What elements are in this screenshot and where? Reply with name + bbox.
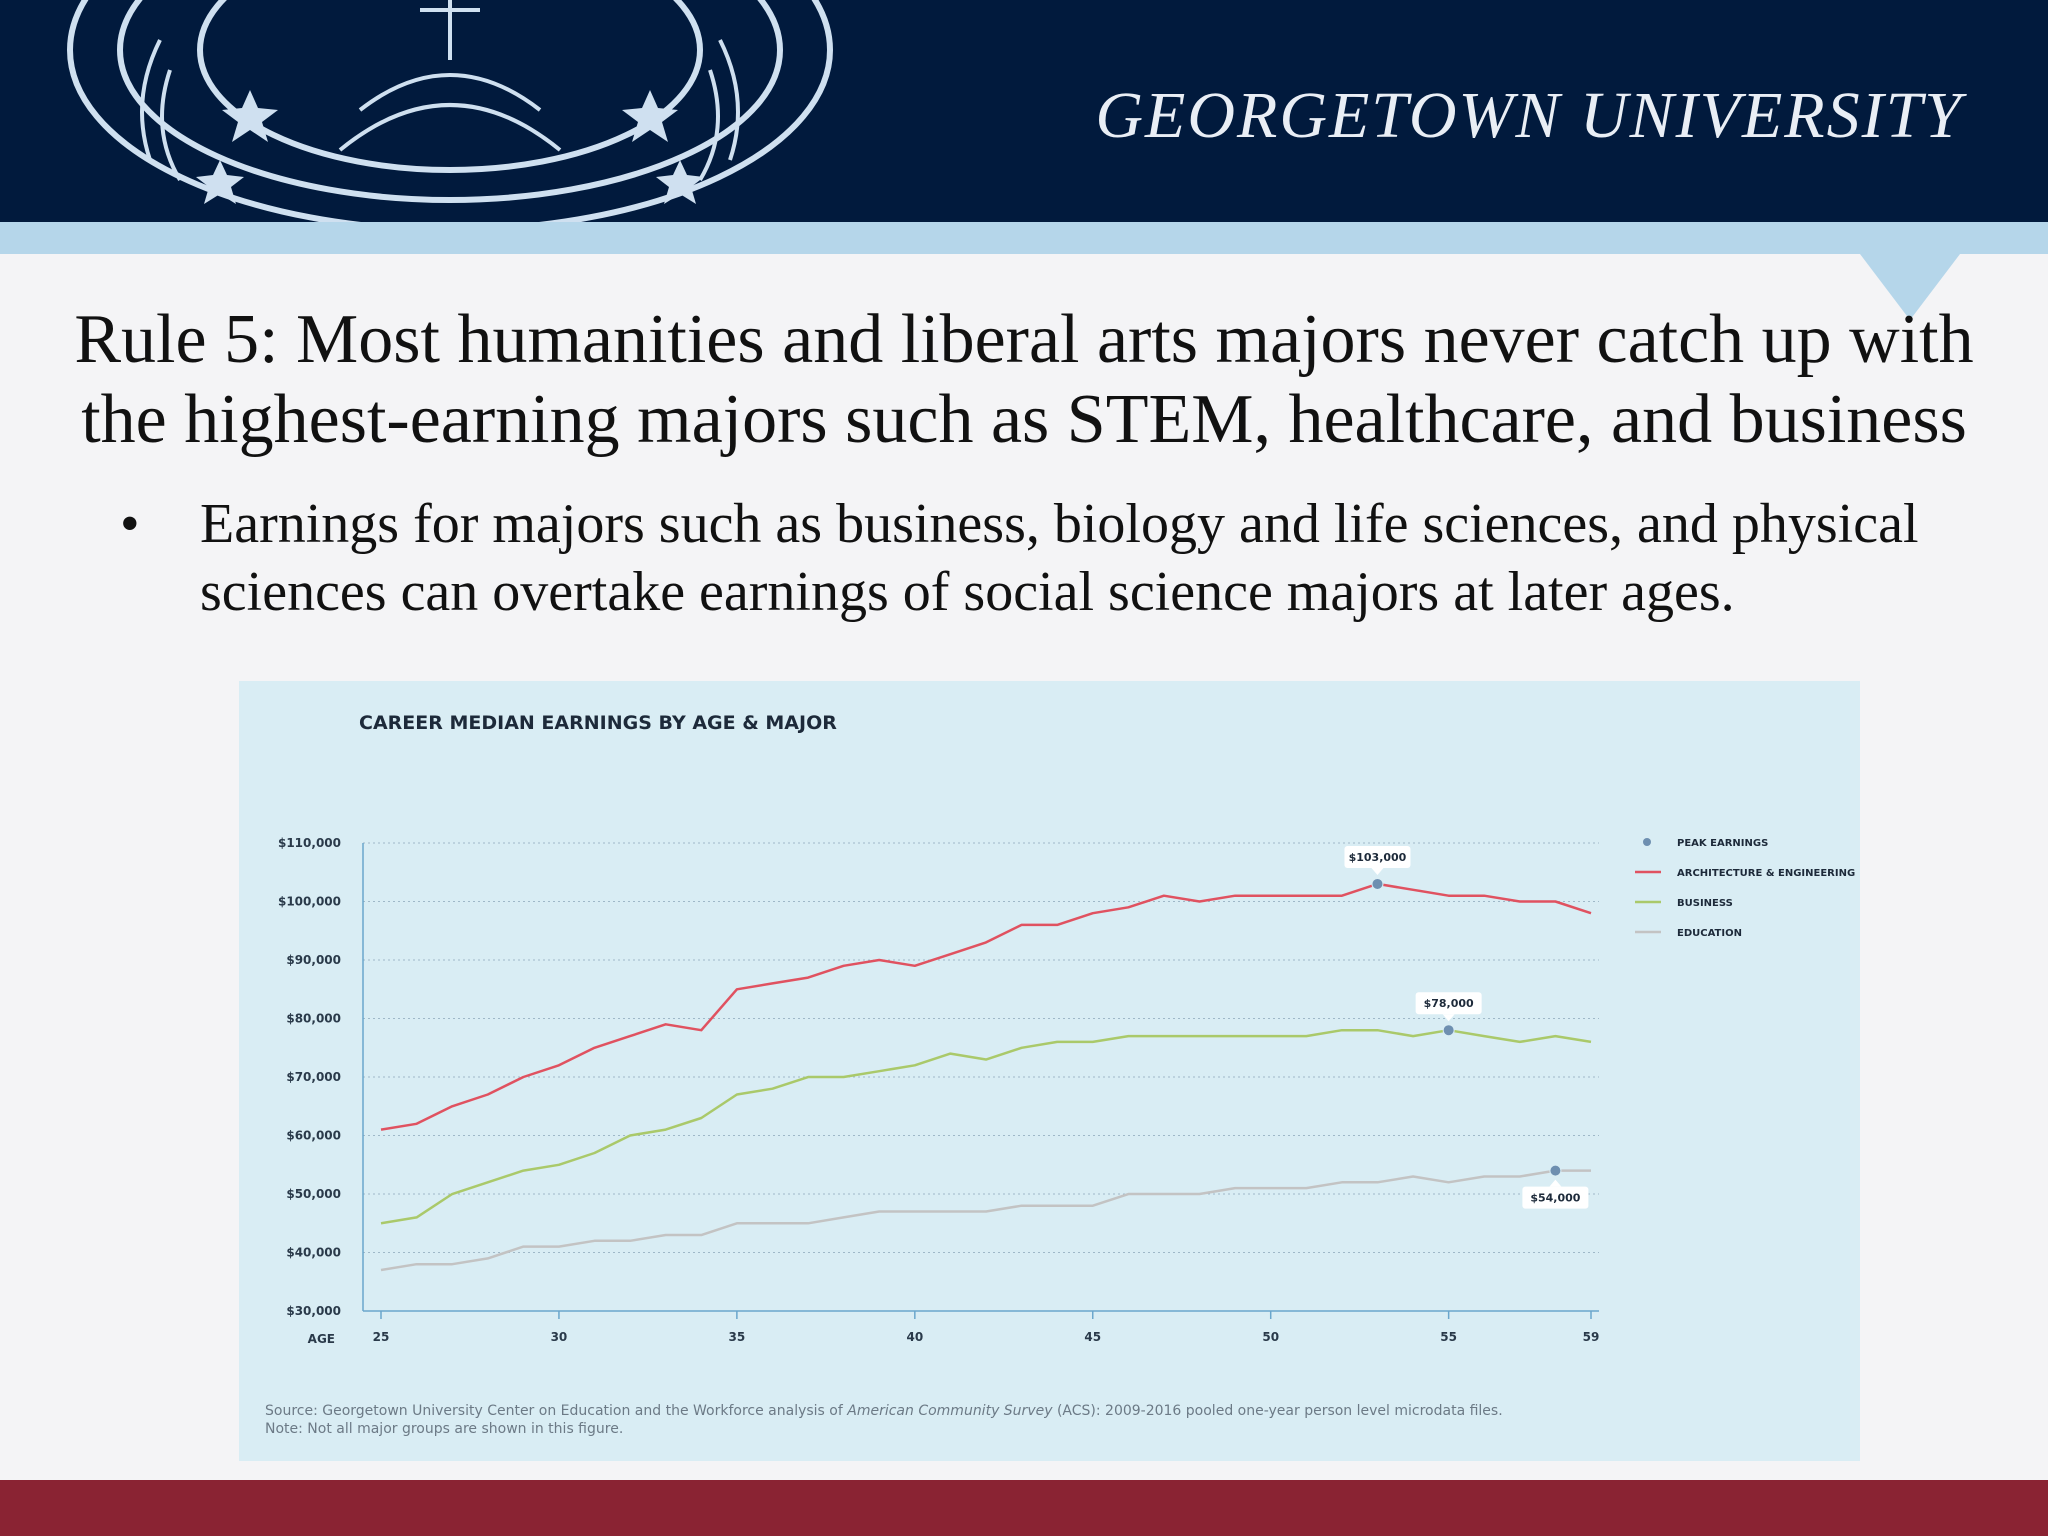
legend-label: EDUCATION [1677, 928, 1742, 939]
peak-marker [1550, 1165, 1561, 1176]
y-tick-label: $60,000 [286, 1128, 341, 1143]
x-tick-label: 25 [372, 1330, 390, 1344]
slide-title [60, 300, 1988, 460]
legend-label: BUSINESS [1677, 898, 1733, 909]
y-tick-label: $110,000 [277, 836, 341, 850]
peak-label: $54,000 [1530, 1191, 1581, 1205]
legend-label: PEAK EARNINGS [1677, 838, 1769, 849]
slide-title-line-1: Rule 5: Most humanities and liberal arts majors never catch up with [74, 301, 1974, 378]
peak-label: $103,000 [1348, 850, 1407, 864]
x-tick-label: 59 [1582, 1330, 1600, 1344]
series-line [381, 1171, 1591, 1270]
x-axis-label: AGE [307, 1332, 335, 1346]
bullet-text-line-1: Earnings for majors such as business, biology and life sciences, and physical [200, 493, 1919, 555]
chart-figure [239, 681, 1860, 1461]
x-tick-label: 50 [1262, 1330, 1280, 1344]
chart-source-part: Source: Georgetown University Center on Education and the Workforce analysis of [265, 1403, 848, 1419]
peak-label-pointer [1443, 1014, 1455, 1021]
series-line [381, 884, 1591, 1130]
chart-note: Note: Not all major groups are shown in this figure. [265, 1421, 624, 1437]
y-tick-label: $100,000 [277, 894, 341, 909]
chart-source [265, 1403, 1503, 1419]
x-tick-label: 40 [906, 1330, 924, 1344]
slide-title-line-2: the highest-earning majors such as STEM, healthcare, and business [81, 381, 1967, 458]
header-band [0, 222, 2048, 254]
chart-source-part: (ACS): 2009-2016 pooled one-year person level microdata files. [1052, 1403, 1503, 1419]
peak-label: $78,000 [1423, 997, 1474, 1011]
chart-title: CAREER MEDIAN EARNINGS BY AGE & MAJOR [359, 712, 837, 734]
y-tick-label: $80,000 [286, 1011, 341, 1026]
slide-header [0, 0, 2048, 222]
earnings-line-chart [239, 681, 1860, 1461]
legend-label: ARCHITECTURE & ENGINEERING [1677, 868, 1856, 879]
peak-label-pointer [1549, 1180, 1561, 1187]
y-tick-label: $30,000 [286, 1304, 341, 1318]
y-tick-label: $90,000 [286, 953, 341, 967]
x-tick-label: 55 [1440, 1330, 1457, 1344]
legend-marker-dot [1643, 838, 1651, 846]
x-tick-label: 45 [1084, 1330, 1102, 1344]
bullet-text [200, 490, 1960, 626]
peak-marker [1372, 878, 1383, 889]
bullet-marker: • [120, 493, 140, 555]
x-tick-label: 30 [550, 1330, 568, 1344]
bullet-text-line-2: sciences can overtake earnings of social science majors at later ages. [200, 561, 1735, 623]
university-name: GEORGETOWN UNIVERSITY [1095, 79, 1963, 152]
peak-marker [1443, 1025, 1454, 1036]
university-seal-logo [30, 0, 870, 222]
y-tick-label: $40,000 [286, 1245, 341, 1260]
y-tick-label: $70,000 [286, 1070, 341, 1084]
y-tick-label: $50,000 [286, 1187, 341, 1201]
slide-footer [0, 1480, 2048, 1536]
peak-label-pointer [1371, 868, 1383, 875]
x-tick-label: 35 [728, 1330, 746, 1344]
chart-source-part: American Community Survey [847, 1403, 1053, 1419]
